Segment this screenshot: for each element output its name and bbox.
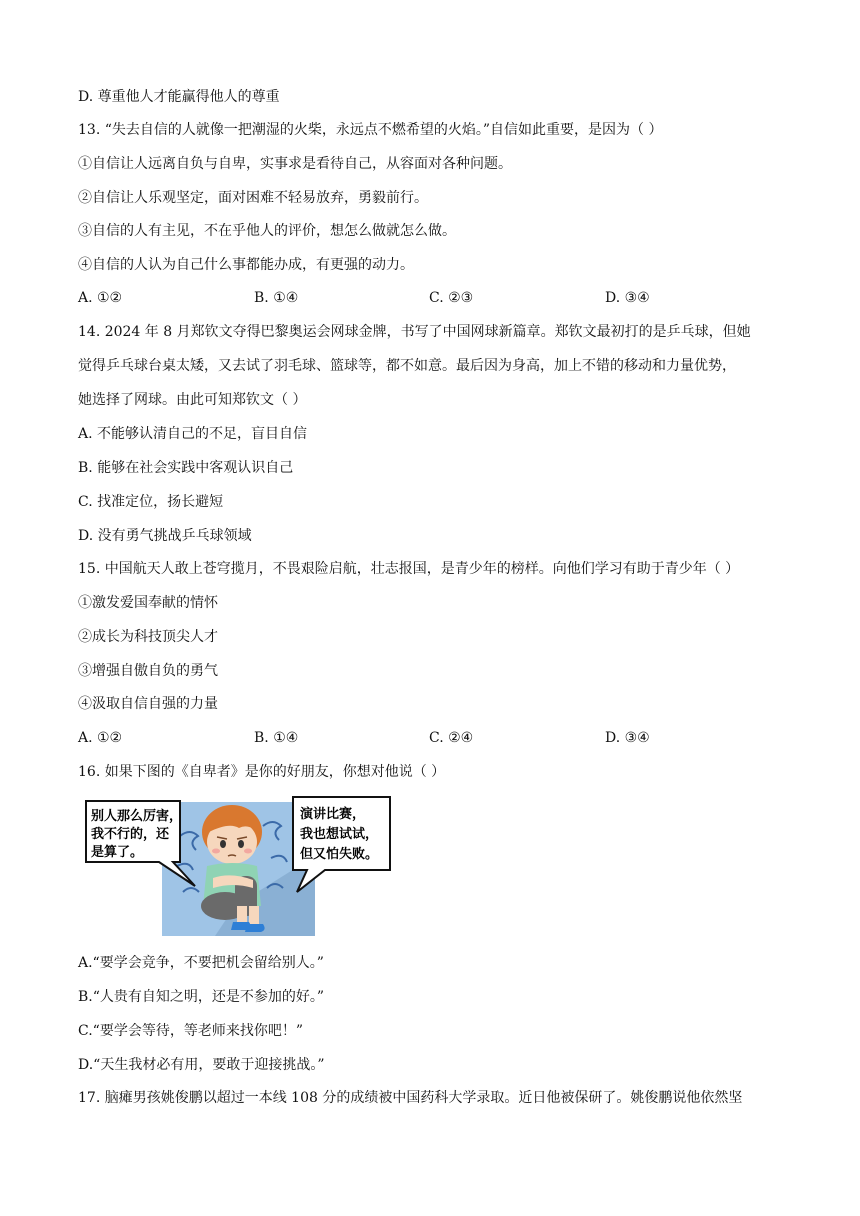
cartoon-figure: [85, 796, 395, 938]
q16-option-d: D.“天生我材必有用，要敢于迎接挑战。”: [78, 1057, 325, 1073]
q16-option-a: A.“要学会竞争，不要把机会留给别人。”: [78, 955, 324, 971]
svg-text:我也想试试，: [300, 826, 378, 842]
svg-text:演讲比赛，: [299, 806, 365, 822]
q15-option-c: C. ②④: [429, 730, 474, 746]
q13-option-d: D. ③④: [605, 290, 650, 306]
question-14-line-1: 14. 2024 年 8 月郑钦文夺得巴黎奥运会网球金牌，书写了中国网球新篇章。郑钦文最初打的是乒乓球，但她: [78, 324, 751, 340]
line-q12-option-d: D. 尊重他人才能赢得他人的尊重: [78, 89, 280, 105]
boy-eye-left: [220, 840, 226, 848]
q13-option-b: B. ①④: [254, 290, 299, 306]
q13-statement-1: ①自信让人远离自负与自卑，实事求是看待自己，从容面对各种问题。: [78, 156, 512, 172]
left-bubble-line-3: 是算了。: [91, 845, 144, 860]
q14-option-d: D. 没有勇气挑战乒乓球领域: [78, 528, 252, 544]
q16-option-b: B.“人贵有自知之明，还是不参加的好。”: [78, 989, 325, 1005]
q13-statement-2: ②自信让人乐观坚定，面对困难不轻易放弃，勇毅前行。: [78, 190, 428, 206]
q15-statement-4: ④汲取自信自强的力量: [78, 696, 218, 712]
boy-shoe-right: [245, 924, 265, 932]
left-bubble-line-2: 我不行的，还: [91, 827, 170, 842]
question-14-line-2: 觉得乒乓球台桌太矮，又去试了羽毛球、篮球等，都不如意。最后因为身高，加上不错的移动和力量优势，: [78, 358, 736, 374]
q15-statement-3: ③增强自傲自负的勇气: [78, 663, 218, 679]
svg-text:我不行的，还: [91, 826, 170, 842]
q15-option-b: B. ①④: [254, 730, 299, 746]
question-13: 13. “失去自信的人就像一把潮湿的火柴，永远点不燃希望的火焰。”自信如此重要，是因为（ ）: [78, 122, 663, 138]
svg-text:是算了。: [91, 844, 143, 860]
q15-statement-2: ②成长为科技顶尖人才: [78, 629, 218, 645]
q13-statement-4: ④自信的人认为自己什么事都能办成，有更强的动力。: [78, 257, 414, 273]
cartoon-svg: [85, 796, 395, 938]
q14-option-c: C. 找准定位，扬长避短: [78, 494, 224, 510]
question-16: 16. 如果下图的《自卑者》是你的好朋友，你想对他说（ ）: [78, 764, 446, 780]
q14-option-a: A. 不能够认清自己的不足，盲目自信: [78, 426, 308, 442]
q16-option-c: C.“要学会等待，等老师来找你吧！”: [78, 1023, 303, 1039]
left-bubble-line-1: 别人那么厉害，: [91, 809, 183, 824]
svg-text:但又怕失败。: [300, 846, 378, 862]
q14-option-b: B. 能够在社会实践中客观认识自己: [78, 460, 294, 476]
q15-statement-1: ①激发爱国奉献的情怀: [78, 595, 218, 611]
svg-text:别人那么厉害，: [91, 808, 182, 824]
q13-option-c: C. ②③: [429, 290, 474, 306]
question-14-line-3: 她选择了网球。由此可知郑钦文（ ）: [78, 392, 307, 408]
right-bubble-line-1: 演讲比赛，: [300, 807, 366, 822]
right-bubble-line-3: 但又怕失败。: [300, 847, 379, 862]
q15-option-a: A. ①②: [78, 730, 123, 746]
question-17: 17. 脑瘫男孩姚俊鹏以超过一本线 108 分的成绩被中国药科大学录取。近日他被保研了。姚俊鹏说他依然坚: [78, 1090, 743, 1106]
q13-option-a: A. ①②: [78, 290, 123, 306]
q13-statement-3: ③自信的人有主见，不在乎他人的评价，想怎么做就怎么做。: [78, 223, 456, 239]
q15-option-d: D. ③④: [605, 730, 650, 746]
boy-eye-right: [238, 840, 244, 848]
right-bubble-line-2: 我也想试试，: [300, 827, 379, 842]
question-15: 15. 中国航天人敢上苍穹揽月，不畏艰险启航，壮志报国，是青少年的榜样。向他们学习有助于青少年（ ）: [78, 561, 740, 577]
